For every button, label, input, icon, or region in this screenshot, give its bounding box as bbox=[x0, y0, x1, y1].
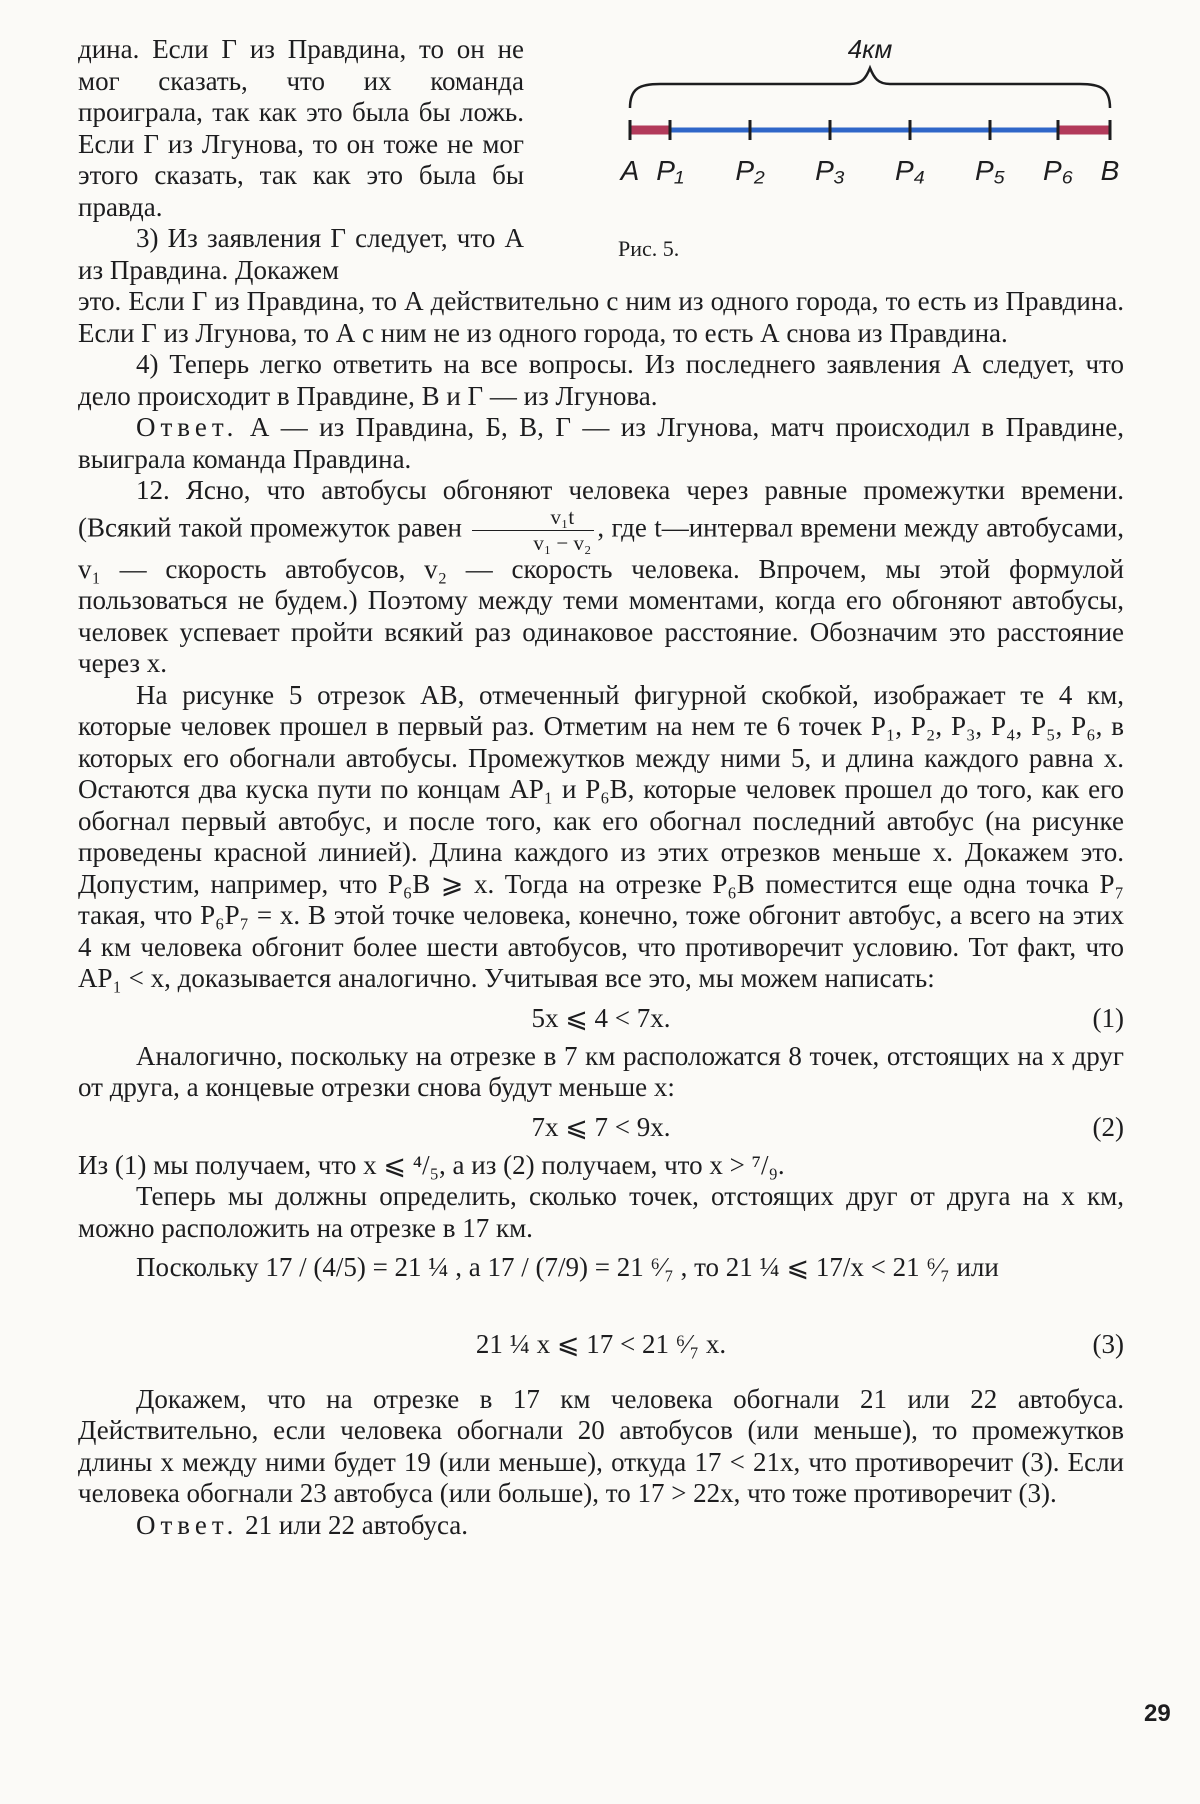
equation-1-number: (1) bbox=[1092, 1002, 1124, 1033]
interval-fraction bbox=[472, 504, 594, 555]
paragraph-top: дина. Если Г из Правдина, то он не мог сказать, что их команда проиграла, так как это была бы ложь. Если Г из Лгунова, то он тоже не мог этого сказать, так как это была бы правда. bbox=[78, 34, 524, 222]
answer-1 bbox=[78, 412, 1124, 475]
figure-caption: Рис. 5. bbox=[618, 236, 680, 261]
paragraph-prove: Докажем, что на отрезке в 17 км человека обогнали 21 или 22 автобуса. Действительно, если человека обогнали 20 автобусов (или меньше), то промежутков длины x между ними будет 19 (или меньше), откуда 17 < 21x, что противоречит (3). Если человека обогнали 23 автобуса (или больше), то 17 > 22x, что тоже противоречит (3). bbox=[78, 1383, 1124, 1508]
brace-label: 4км bbox=[847, 34, 893, 64]
since-word: Поскольку bbox=[136, 1252, 259, 1282]
paragraph-4: 4) Теперь легко ответить на все вопросы. Из последнего заявления А следует, что дело происходит в Правдине, В и Г — из Лгунова. bbox=[78, 349, 1124, 411]
point-label-0: A bbox=[620, 155, 640, 186]
point-label-7: B bbox=[1100, 155, 1120, 186]
answer-label: Ответ. bbox=[136, 412, 239, 442]
problem-12-rest: , где t—интервал времени между автобусами, v₁ — скорость автобусов, v₂ — скорость человека. Впрочем, мы этой формулой пользоваться не будем.) Поэтому между теми моментами, когда его обгоняют автобусы, человек успевает пройти всякий раз одинаковое расстояние. Обозначим это расстояние через x. bbox=[78, 512, 1124, 678]
equation-2-body: 7x ⩽ 7 < 9x. bbox=[531, 1111, 671, 1142]
point-label-4: P₄ bbox=[895, 155, 925, 186]
paragraph-from: Из (1) мы получаем, что x ⩽ ⁴/₅, а из (2) получаем, что x > ⁷/₉. bbox=[78, 1149, 785, 1180]
paragraph-now: Теперь мы должны определить, сколько точек, отстоящих друг от друга на x км, можно расположить на отрезке в 17 км. bbox=[78, 1181, 1124, 1243]
fraction-denominator: v₁ − v₂ bbox=[533, 530, 592, 555]
equation-2-number: (2) bbox=[1092, 1111, 1124, 1142]
paragraph-figure-explanation: На рисунке 5 отрезок AB, отмеченный фигурной скобкой, изображает те 4 км, которые человек прошел в первый раз. Отметим на нем те 6 точек P₁, P₂, P₃, P₄, P₅, P₆, в которых его обогнали автобусы. Промежутков между ними 5, и длина каждого равна x. Остаются два куска пути по концам AP₁ и P₆B, которые человек прошел до того, как его обогнал первый автобус, и после того, как его обогнал последний автобус (на рисунке проведены красной линией). Длина каждого из этих отрезков меньше x. Докажем это. Допустим, например, что P₆B ⩾ x. Тогда на отрезке P₆B поместится еще одна точка P₇ такая, что P₆P₇ = x. В этой точке человека, конечно, тоже обгонит автобус, а всего на этих 4 км человека обгонит более шести автобусов, что противоречит условию. Тот факт, что AP₁ < x, доказывается аналогично. Учитывая все это, мы можем написать: bbox=[78, 679, 1124, 993]
answer-2-text: 21 или 22 автобуса. bbox=[245, 1509, 469, 1540]
paragraph-3a: 3) Из заявления Г следует, что А из Правдина. Докажем bbox=[78, 223, 524, 285]
point-label-2: P₂ bbox=[735, 155, 765, 186]
paragraph-analog: Аналогично, поскольку на отрезке в 7 км расположатся 8 точек, отстоящих на x друг от друга, а концевые отрезки снова будут меньше x: bbox=[78, 1040, 1124, 1102]
equation-3 bbox=[78, 1314, 1124, 1374]
equation-3-body: 21 ¼ x ⩽ 17 < 21 ⁶⁄₇ x. bbox=[475, 1328, 727, 1359]
point-label-1: P₁ bbox=[656, 155, 684, 186]
equation-1-body: 5x ⩽ 4 < 7x. bbox=[531, 1002, 671, 1033]
fraction-numerator: v₁t bbox=[472, 507, 594, 531]
since-expression: 17 / (4/5) = 21 ¼ , а 17 / (7/9) = 21 ⁶⁄₇ , то 21 ¼ ⩽ 17/x < 21 ⁶⁄₇ или bbox=[265, 1252, 999, 1282]
paragraph-3b: это. Если Г из Правдина, то А действительно с ним из одного города, то есть из Правдина. Если Г из Лгунова, то А с ним не из одного города, то есть А снова из Правдина. bbox=[78, 286, 1124, 348]
equation-3-number: (3) bbox=[1092, 1328, 1124, 1359]
paragraph-since bbox=[78, 1252, 1124, 1284]
problem-12-start: 12. Ясно, что автобусы обгоняют человека через равные промежутки времени. (Всякий такой промежуток равен bbox=[78, 475, 1124, 543]
answer-2-label: Ответ. bbox=[136, 1509, 239, 1540]
answer-2 bbox=[78, 1510, 1124, 1542]
equation-2 bbox=[78, 1104, 1124, 1150]
answer-text: А — из Правдина, Б, В, Г — из Лгунова, матч происходил в Правдине, выиграла команда Правдина. bbox=[78, 412, 1125, 474]
point-label-3: P₃ bbox=[815, 155, 845, 186]
problem-12 bbox=[78, 475, 1124, 680]
point-label-6: P₆ bbox=[1043, 155, 1073, 186]
page-body bbox=[78, 34, 1124, 1541]
equation-1 bbox=[78, 995, 1124, 1041]
point-label-5: P₅ bbox=[975, 155, 1005, 186]
page-number: 29 bbox=[1144, 1700, 1171, 1727]
